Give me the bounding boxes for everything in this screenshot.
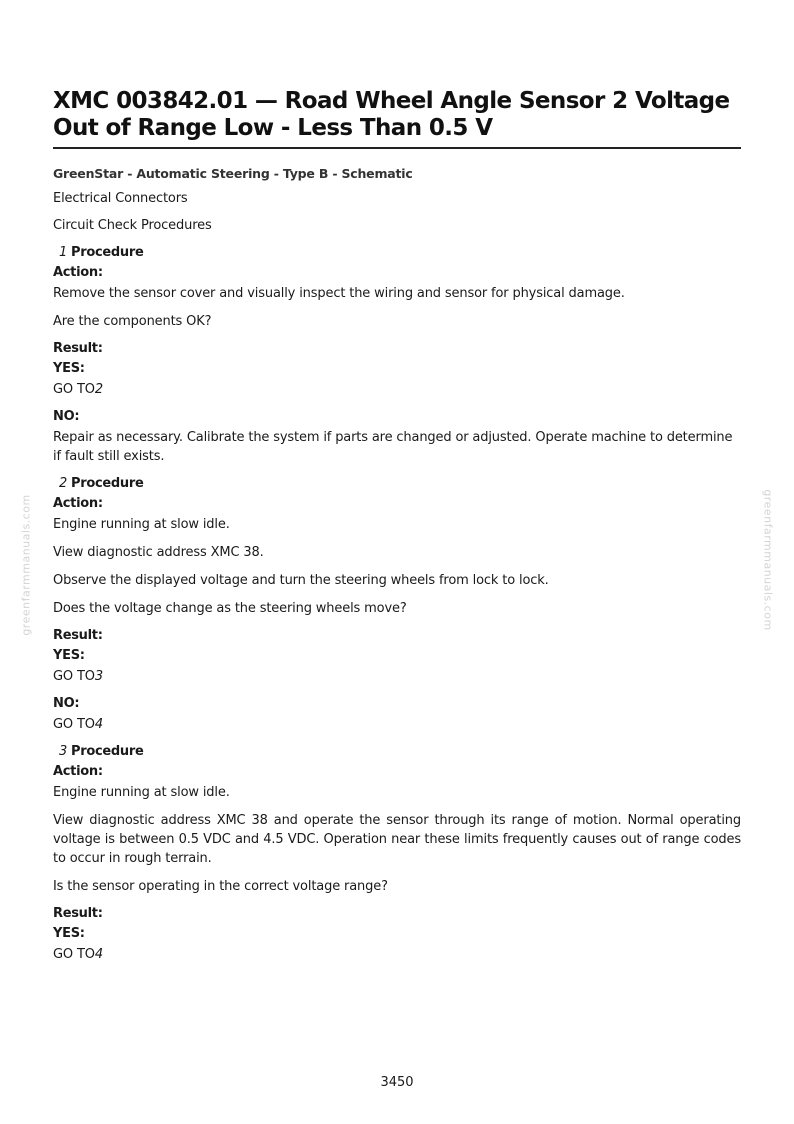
result-label: Result: <box>53 628 103 643</box>
yes-label: YES: <box>53 926 85 941</box>
page-number: 3450 <box>380 1075 414 1090</box>
result-label: Result: <box>53 906 103 921</box>
action-label: Action: <box>53 265 103 280</box>
procedure-2-heading: 2 Procedure <box>59 476 144 491</box>
action-label: Action: <box>53 496 103 511</box>
no-label: NO: <box>53 409 80 424</box>
yes-goto-link[interactable]: GO TO4 <box>53 947 103 962</box>
page-title: XMC 003842.01 — Road Wheel Angle Sensor 2 Voltage Out of Range Low - Less Than 0.5 V <box>53 88 741 149</box>
yes-goto-link[interactable]: GO TO3 <box>53 669 103 684</box>
no-goto-link[interactable]: GO TO4 <box>53 717 103 732</box>
document-body <box>53 88 741 964</box>
no-label: NO: <box>53 696 80 711</box>
procedure-1-heading: 1 Procedure <box>59 245 144 260</box>
yes-label: YES: <box>53 361 85 376</box>
action-text: Remove the sensor cover and visually inspect the wiring and sensor for physical damage. <box>53 286 625 301</box>
action-label: Action: <box>53 764 103 779</box>
watermark-right: greenfarmmanuals.com <box>761 489 775 631</box>
action-text: Engine running at slow idle. <box>53 785 230 800</box>
action-text: Observe the displayed voltage and turn the steering wheels from lock to lock. <box>53 573 549 588</box>
action-text: View diagnostic address XMC 38. <box>53 545 264 560</box>
yes-goto-link[interactable]: GO TO2 <box>53 382 103 397</box>
procedure-3-heading: 3 Procedure <box>59 744 144 759</box>
action-text: Engine running at slow idle. <box>53 517 230 532</box>
schematic-link[interactable]: GreenStar - Automatic Steering - Type B - Schematic <box>53 166 413 181</box>
action-question: Does the voltage change as the steering wheels move? <box>53 601 407 616</box>
watermark-left: greenfarmmanuals.com <box>19 494 33 636</box>
action-question: Is the sensor operating in the correct voltage range? <box>53 879 388 894</box>
no-text: Repair as necessary. Calibrate the system if parts are changed or adjusted. Operate machine to determine if fault still exists. <box>53 430 733 464</box>
electrical-connectors-link[interactable]: Electrical Connectors <box>53 191 188 206</box>
action-question: Are the components OK? <box>53 314 212 329</box>
result-label: Result: <box>53 341 103 356</box>
circuit-check-procedures-link[interactable]: Circuit Check Procedures <box>53 218 212 233</box>
yes-label: YES: <box>53 648 85 663</box>
action-text: View diagnostic address XMC 38 and operate the sensor through its range of motion. Normal operating voltage is between 0.5 VDC and 4.5 VDC. Operation near these limits frequently causes out of range codes to occur in rough terrain. <box>53 813 741 866</box>
